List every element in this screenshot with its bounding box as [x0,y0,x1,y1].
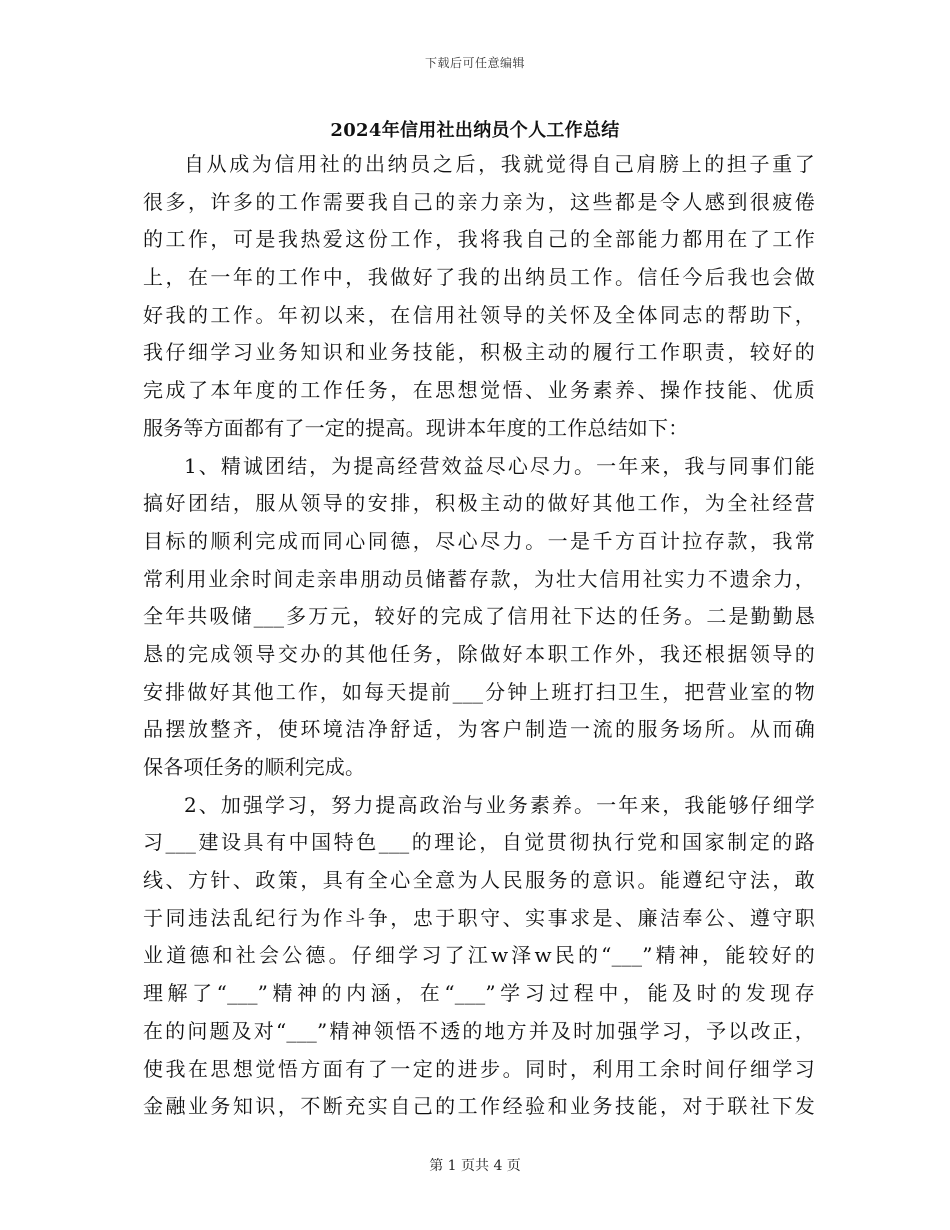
paragraph-line: 常利用业余时间走亲串朋动员储蓄存款，为壮大信用社实力不遗余力， [143,566,815,591]
header-note: 下载后可任意编辑 [424,56,525,70]
paragraph-line: 保各项任务的顺利完成。 [143,755,366,779]
paragraph-line: 金融业务知识，不断充实自己的工作经验和业务技能，对于联社下发 [143,1094,815,1119]
paragraph-line: 完成了本年度的工作任务，在思想觉悟、业务素养、操作技能、优质 [143,378,815,403]
paragraph-line: 的工作，可是我热爱这份工作，我将我自己的全部能力都用在了工作 [143,227,815,252]
paragraph-line: 目标的顺利完成而同心同德，尽心尽力。一是千方百计拉存款，我常 [143,528,815,553]
paragraph-line: 很多，许多的工作需要我自己的亲力亲为，这些都是令人感到很疲倦 [143,189,815,214]
paragraph-line: 2、加强学习，努力提高政治与业务素养。一年来，我能够仔细学 [184,792,815,817]
paragraph-line: 线、方针、政策，具有全心全意为人民服务的意识。能遵纪守法，敢 [143,868,815,893]
paragraph-line: 于同违法乱纪行为作斗争，忠于职守、实事求是、廉洁奉公、遵守职 [143,905,815,930]
paragraph-line: 服务等方面都有了一定的提高。现讲本年度的工作总结如下： [143,415,689,440]
paragraph-line: 在的问题及对“___”精神领悟不透的地方并及时加强学习，予以改正， [143,1018,815,1043]
paragraph-line: 业道德和社会公德。仔细学习了江w泽w民的“___”精神，能较好的 [143,943,815,968]
paragraph-line: 全年共吸储___多万元，较好的完成了信用社下达的任务。二是勤勤恳 [143,604,815,629]
paragraph-line: 搞好团结，服从领导的安排，积极主动的做好其他工作，为全社经营 [143,491,815,516]
page-footer: 第 1 页共 4 页 [429,1158,521,1174]
paragraph-line: 上，在一年的工作中，我做好了我的出纳员工作。信任今后我也会做 [143,265,815,290]
document-title: 2024年信用社出纳员个人工作总结 [330,120,620,141]
paragraph-line: 理解了“___”精神的内涵，在“___”学习过程中，能及时的发现存 [143,981,815,1006]
paragraph-line: 我仔细学习业务知识和业务技能，积极主动的履行工作职责，较好的 [143,340,815,365]
paragraph-line: 安排做好其他工作，如每天提前___分钟上班打扫卫生，把营业室的物 [143,679,815,704]
paragraph-line: 好我的工作。年初以来，在信用社领导的关怀及全体同志的帮助下， [143,302,815,327]
paragraph-line: 习___建设具有中国特色___的理论，自觉贯彻执行党和国家制定的路 [143,830,815,855]
paragraph-line: 品摆放整齐，使环境洁净舒适，为客户制造一流的服务场所。从而确 [143,717,815,742]
paragraph-line: 使我在思想觉悟方面有了一定的进步。同时，利用工余时间仔细学习 [143,1056,815,1081]
paragraph-line: 1、精诚团结，为提高经营效益尽心尽力。一年来，我与同事们能 [184,453,815,478]
paragraph-line: 自从成为信用社的出纳员之后，我就觉得自己肩膀上的担子重了 [184,152,815,176]
paragraph-line: 恳的完成领导交办的其他任务，除做好本职工作外，我还根据领导的 [143,641,815,666]
document-body [143,146,815,1126]
